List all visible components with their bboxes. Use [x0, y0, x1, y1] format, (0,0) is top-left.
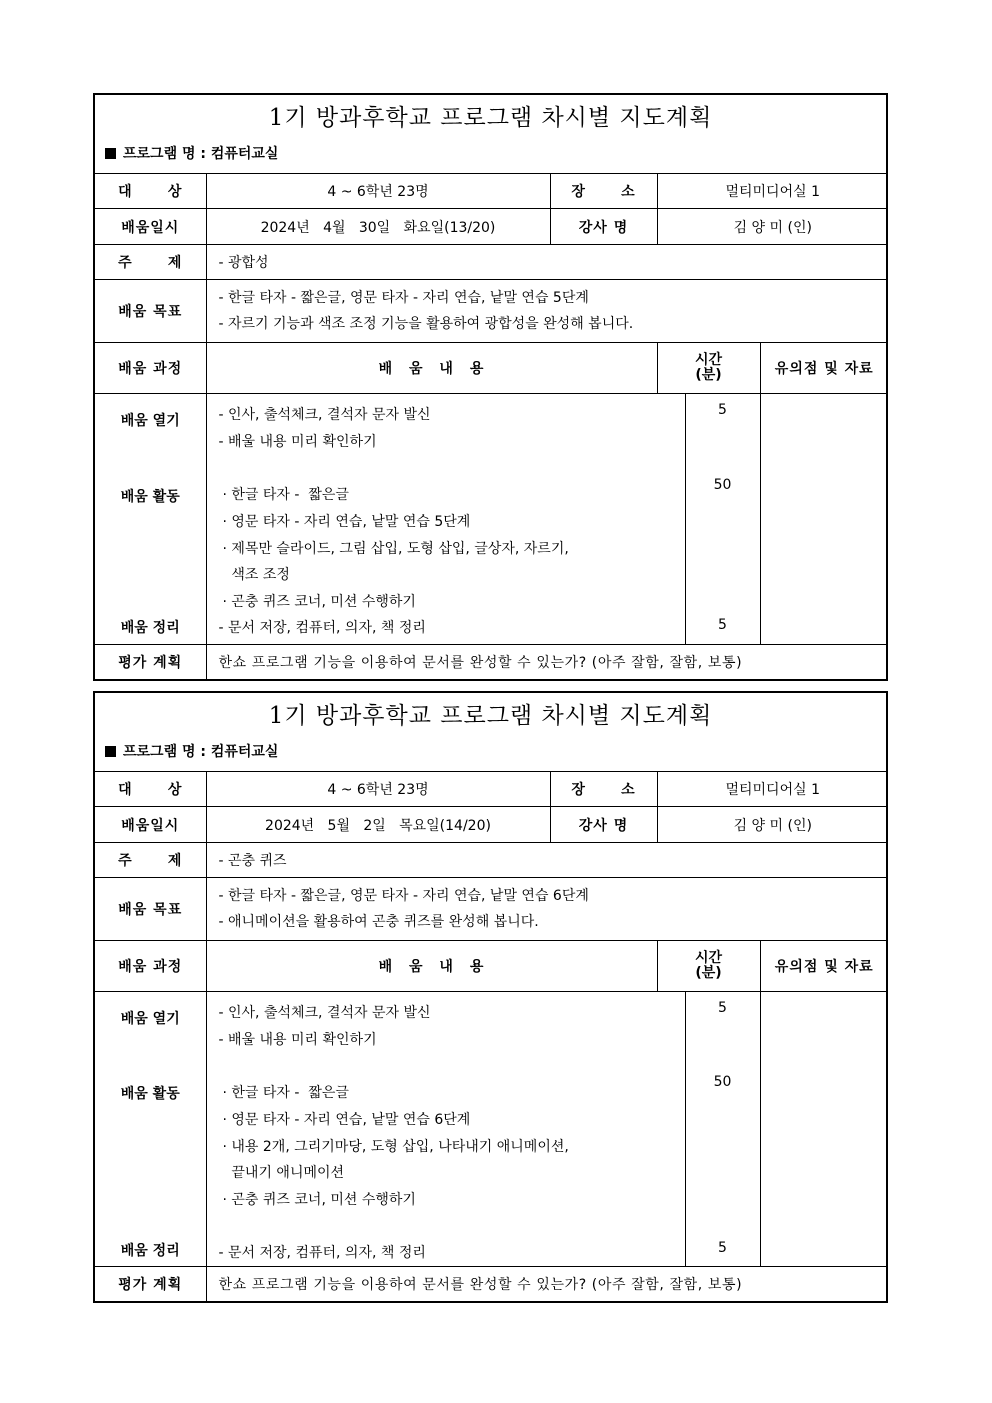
goal-line: - 자르기 기능과 색조 조정 기능을 활용하여 광합성을 완성해 봅니다. [218, 316, 634, 332]
lesson-plan-2 [93, 691, 888, 1303]
time-open: 5 [718, 402, 727, 418]
eval-value: 한쇼 프로그램 기능을 이용하여 문서를 완성할 수 있는가? (아주 잘함, 잘함, 보통) [206, 645, 888, 679]
goal-line: - 애니메이션을 활용하여 곤충 퀴즈를 완성해 봅니다. [218, 914, 539, 930]
place-label: 장 소 [550, 174, 657, 209]
stage-column [95, 992, 206, 1267]
date-label: 배움일시 [95, 209, 206, 245]
open-line: - 배울 내용 미리 확인하기 [218, 1032, 377, 1048]
open-line: - 배울 내용 미리 확인하기 [218, 434, 377, 450]
time-close: 5 [718, 1240, 727, 1256]
topic-label: 주 제 [95, 843, 206, 878]
place-value: 멀티미디어실 1 [657, 174, 888, 209]
stage-open: 배움 열기 [120, 413, 180, 429]
process-label: 배움 과정 [95, 343, 206, 394]
goal-label: 배움 목표 [95, 878, 206, 941]
activity-line: · 제목만 슬라이드, 그림 삽입, 도형 삽입, 글상자, 자르기, [222, 541, 569, 557]
stage-column [95, 394, 206, 645]
stage-close: 배움 정리 [120, 620, 180, 636]
goal-label: 배움 목표 [95, 280, 206, 343]
topic-label: 주 제 [95, 245, 206, 280]
content-column [206, 394, 685, 645]
target-label: 대 상 [95, 174, 206, 209]
time-column [685, 394, 760, 645]
stage-activity: 배움 활동 [120, 489, 180, 505]
stage-activity: 배움 활동 [120, 1086, 180, 1102]
activity-line: · 영문 타자 - 자리 연습, 낱말 연습 6단계 [222, 1112, 471, 1128]
close-line: - 문서 저장, 컴퓨터, 의자, 책 정리 [218, 620, 426, 636]
plan-table [95, 173, 888, 679]
time-activity: 50 [713, 477, 732, 493]
notes-label: 유의점 및 자료 [760, 941, 888, 992]
instructor-value: 김 양 미 (인) [657, 807, 888, 843]
notes-column [760, 394, 888, 645]
plan-title: 1기 방과후학교 프로그램 차시별 지도계획 [268, 703, 713, 729]
open-line: - 인사, 출석체크, 결석자 문자 발신 [218, 1005, 431, 1021]
plan-title: 1기 방과후학교 프로그램 차시별 지도계획 [268, 105, 713, 131]
content-column [206, 992, 685, 1267]
time-column [685, 992, 760, 1267]
instructor-label: 강사 명 [550, 209, 657, 245]
activity-line: 끝내기 애니메이션 [222, 1165, 345, 1181]
date-value: 2024년 5월 2일 목요일(14/20) [206, 807, 550, 843]
square-bullet-icon [105, 148, 116, 159]
notes-label: 유의점 및 자료 [760, 343, 888, 394]
time-activity: 50 [713, 1074, 732, 1090]
activity-line: · 영문 타자 - 자리 연습, 낱말 연습 5단계 [222, 514, 471, 530]
lesson-plan-1 [93, 93, 888, 681]
activity-line: · 내용 2개, 그리기마당, 도형 삽입, 나타내기 애니메이션, [222, 1139, 569, 1155]
activity-line: · 곤충 퀴즈 코너, 미션 수행하기 [222, 594, 416, 610]
open-line: - 인사, 출석체크, 결석자 문자 발신 [218, 407, 431, 423]
date-value: 2024년 4월 30일 화요일(13/20) [206, 209, 550, 245]
topic-value: - 곤충 퀴즈 [206, 843, 888, 878]
place-label: 장 소 [550, 772, 657, 807]
goal-cell [206, 878, 888, 941]
plan-table [95, 771, 888, 1301]
program-name: 프로그램 명 : 컴퓨터교실 [123, 146, 279, 162]
time-header [657, 941, 760, 992]
close-line: - 문서 저장, 컴퓨터, 의자, 책 정리 [218, 1245, 426, 1261]
goal-line: - 한글 타자 - 짧은글, 영문 타자 - 자리 연습, 낱말 연습 6단계 [218, 888, 589, 904]
instructor-value: 김 양 미 (인) [657, 209, 888, 245]
time-label-2: (분) [695, 367, 722, 383]
time-label-1: 시간 [694, 352, 723, 368]
process-label: 배움 과정 [95, 941, 206, 992]
time-open: 5 [718, 1000, 727, 1016]
topic-value: - 광합성 [206, 245, 888, 280]
program-name: 프로그램 명 : 컴퓨터교실 [123, 744, 279, 760]
target-value: 4 ~ 6학년 23명 [206, 174, 550, 209]
target-label: 대 상 [95, 772, 206, 807]
stage-close: 배움 정리 [120, 1243, 180, 1259]
content-label: 배 움 내 용 [206, 343, 657, 394]
time-close: 5 [718, 617, 727, 633]
activity-line: · 한글 타자 - 짧은글 [222, 487, 349, 503]
time-label-1: 시간 [694, 950, 723, 966]
stage-open: 배움 열기 [120, 1011, 180, 1027]
time-label-2: (분) [695, 965, 722, 981]
eval-label: 평가 계획 [95, 645, 206, 679]
activity-line: · 한글 타자 - 짧은글 [222, 1085, 349, 1101]
date-label: 배움일시 [95, 807, 206, 843]
notes-column [760, 992, 888, 1267]
activity-line: · 곤충 퀴즈 코너, 미션 수행하기 [222, 1192, 416, 1208]
program-name-line [95, 739, 886, 771]
eval-value: 한쇼 프로그램 기능을 이용하여 문서를 완성할 수 있는가? (아주 잘함, 잘함, 보통) [206, 1267, 888, 1301]
time-header [657, 343, 760, 394]
eval-label: 평가 계획 [95, 1267, 206, 1301]
square-bullet-icon [105, 746, 116, 757]
goal-line: - 한글 타자 - 짧은글, 영문 타자 - 자리 연습, 낱말 연습 5단계 [218, 290, 589, 306]
program-name-line [95, 141, 886, 173]
goal-cell [206, 280, 888, 343]
content-label: 배 움 내 용 [206, 941, 657, 992]
activity-line: 색조 조정 [222, 567, 290, 583]
target-value: 4 ~ 6학년 23명 [206, 772, 550, 807]
place-value: 멀티미디어실 1 [657, 772, 888, 807]
instructor-label: 강사 명 [550, 807, 657, 843]
